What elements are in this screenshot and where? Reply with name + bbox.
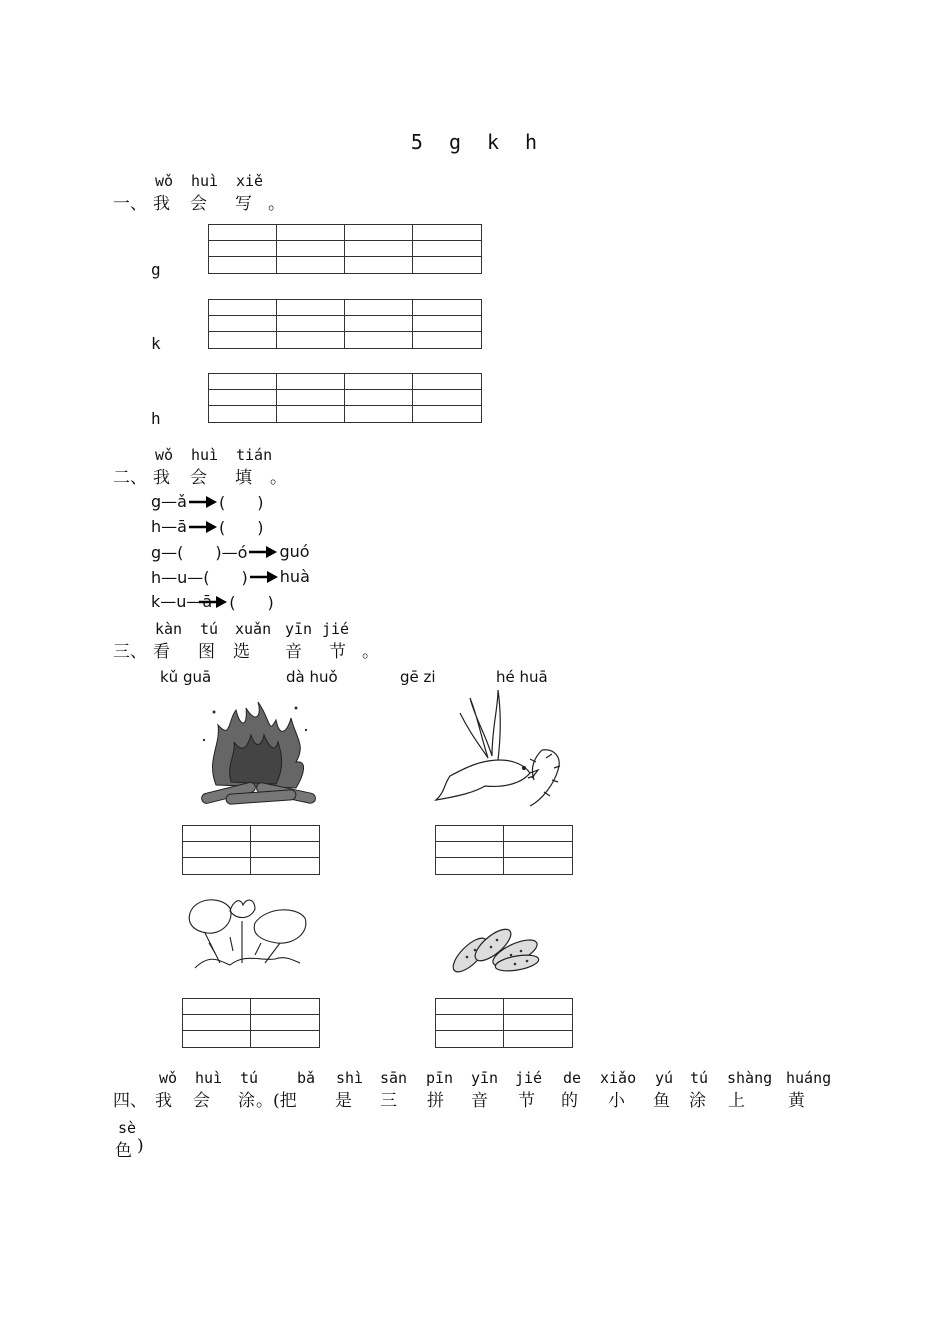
hanzi: 是 — [335, 1091, 352, 1111]
pinyin: shì — [336, 1069, 364, 1087]
fill-row-4 — [151, 565, 310, 588]
answer-blank[interactable]: ( ) — [218, 518, 264, 537]
pinyin: tú — [200, 620, 219, 638]
hanzi: 的 — [561, 1091, 578, 1111]
section-number: 四、 — [113, 1091, 147, 1111]
section-number: 二、 — [113, 468, 147, 488]
hanzi: 会 — [190, 468, 207, 488]
page-title — [0, 130, 950, 154]
pinyin: tú — [240, 1069, 259, 1087]
hanzi: 我 — [155, 1091, 172, 1111]
pinyin: wǒ — [155, 446, 174, 464]
hanzi: 上 — [728, 1091, 745, 1111]
section-number: 一、 — [113, 194, 147, 214]
pinyin: yú — [655, 1069, 674, 1087]
hanzi: 音 — [471, 1091, 488, 1111]
answer-grid-dove[interactable] — [435, 825, 573, 875]
letter-label-k: k — [151, 334, 161, 353]
pinyin: wǒ — [159, 1069, 178, 1087]
hanzi: 我 — [153, 468, 170, 488]
pinyin: huì — [191, 172, 219, 190]
hanzi: 填 — [235, 468, 252, 488]
hanzi: 写 — [235, 194, 252, 214]
hanzi: 三 — [380, 1091, 397, 1111]
hanzi: 节 — [518, 1091, 535, 1111]
pinyin: tián — [236, 446, 273, 464]
answer-grid-bitter-melon[interactable] — [435, 998, 573, 1048]
pinyin: bǎ — [297, 1069, 316, 1087]
pinyin: pīn — [426, 1069, 454, 1087]
fill-row-result: huà — [279, 567, 310, 586]
fill-row-result: guó — [279, 542, 310, 561]
pinyin: de — [563, 1069, 582, 1087]
pinyin: xuǎn — [235, 620, 272, 638]
writing-grid-k[interactable] — [208, 299, 482, 349]
pinyin: jié — [515, 1069, 543, 1087]
fill-row-3 — [151, 540, 310, 563]
fill-row-1 — [151, 490, 263, 513]
pinyin: shàng — [727, 1069, 773, 1087]
fire-picture — [196, 700, 326, 812]
pinyin: huì — [191, 446, 219, 464]
pinyin: xiě — [236, 172, 264, 190]
option-da-huo: dà huǒ — [286, 668, 338, 686]
pinyin: kàn — [155, 620, 183, 638]
hanzi: 。 — [268, 194, 285, 214]
arrow-right-icon — [188, 495, 218, 509]
hanzi: 鱼 — [653, 1091, 670, 1111]
fill-row-left: k—u—ā — [151, 592, 213, 611]
arrow-right-icon — [249, 570, 279, 584]
pinyin: yīn — [471, 1069, 499, 1087]
pinyin: huì — [195, 1069, 223, 1087]
fill-row-2 — [151, 515, 263, 538]
bitter-melon-picture — [445, 915, 550, 980]
writing-grid-h[interactable] — [208, 373, 482, 423]
hanzi: 选 — [233, 642, 250, 662]
title-letter-k: k — [487, 130, 502, 154]
hanzi: 黄 — [788, 1091, 805, 1111]
hanzi: 拼 — [427, 1091, 444, 1111]
letter-label-g: g — [151, 260, 161, 279]
pinyin: xiǎo — [600, 1069, 637, 1087]
title-letter-g: g — [448, 130, 463, 154]
hanzi: 音 — [285, 642, 302, 662]
option-he-hua: hé huā — [496, 668, 548, 686]
fill-row-left[interactable]: h—u—( ) — [151, 568, 248, 587]
letter-label-h: h — [151, 409, 161, 428]
option-ku-gua: kǔ guā — [160, 668, 212, 686]
option-ge-zi: gē zi — [400, 668, 436, 686]
hanzi: 节 — [329, 642, 346, 662]
hanzi: 图 — [198, 642, 215, 662]
answer-blank[interactable]: ( ) — [229, 593, 274, 612]
dove-picture — [430, 688, 565, 813]
lesson-number: 5 — [410, 130, 425, 154]
answer-blank[interactable]: ( ) — [218, 493, 264, 512]
hanzi: 看 — [153, 642, 170, 662]
fill-row-left: g—ǎ — [151, 492, 187, 511]
hanzi: ) — [137, 1136, 144, 1156]
pinyin: jié — [322, 620, 350, 638]
pinyin: sè — [118, 1119, 137, 1137]
hanzi: 色 — [115, 1141, 132, 1161]
answer-grid-fire[interactable] — [182, 825, 320, 875]
fill-row-left: h—ā — [151, 517, 187, 536]
hanzi: 会 — [190, 194, 207, 214]
hanzi: 小 — [608, 1091, 625, 1111]
fill-row-left[interactable]: g—( )—ó — [151, 543, 248, 562]
hanzi: 会 — [193, 1091, 210, 1111]
pinyin: sān — [380, 1069, 408, 1087]
hanzi: 。 — [362, 642, 379, 662]
pinyin: huáng — [786, 1069, 832, 1087]
hanzi: 涂 — [238, 1091, 255, 1111]
writing-grid-g[interactable] — [208, 224, 482, 274]
hanzi: 。 — [270, 468, 287, 488]
title-letter-h: h — [525, 130, 540, 154]
section-number: 三、 — [113, 642, 147, 662]
hanzi: 涂 — [689, 1091, 706, 1111]
arrow-right-icon — [248, 545, 278, 559]
lotus-picture — [185, 893, 310, 973]
fill-row-5 — [151, 590, 274, 613]
answer-grid-lotus[interactable] — [182, 998, 320, 1048]
arrow-right-icon — [198, 595, 228, 609]
hanzi: 我 — [153, 194, 170, 214]
arrow-right-icon — [188, 520, 218, 534]
pinyin: wǒ — [155, 172, 174, 190]
pinyin: yīn — [285, 620, 313, 638]
pinyin: tú — [690, 1069, 709, 1087]
hanzi: 。(把 — [256, 1091, 297, 1111]
